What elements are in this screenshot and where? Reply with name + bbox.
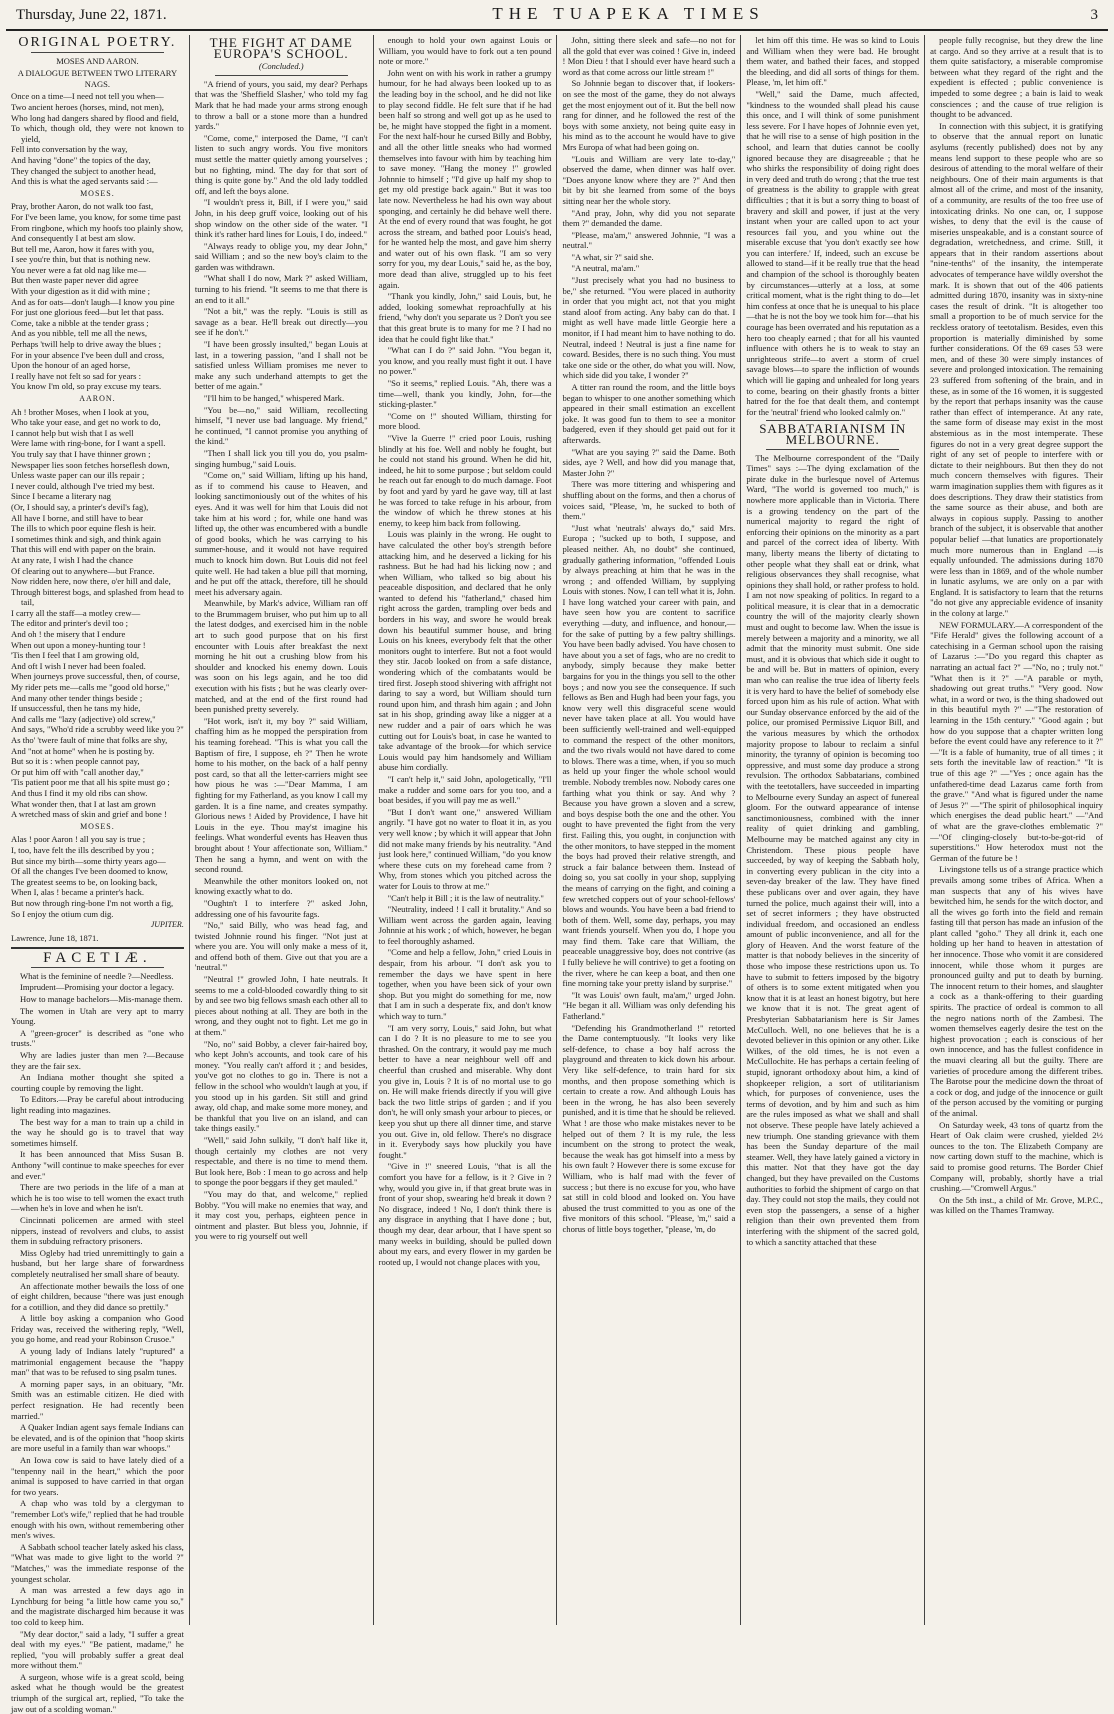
paragraph: "Vive la Guerre !" cried poor Louis, rushing blindly at his foe. Well and nobly he fought, but he could not stand his ground. When he did hit, indeed, he hit to some purpose ; but seldom could he reach out far enough to do much damage. Foot by foot and yard by yard he gave way, till at last he was forced to take refuge in his arbour, from the window of which he threw stones at his enemy, to keep him back from following. xyxy=(378,432,552,528)
paragraph: A man was arrested a few days ago in Lynchburg for being "a little how came you so," and the magistrate discharged him because it was too cold to keep him. xyxy=(11,1585,184,1627)
verse-line: Who long had dangers shared by flood and field, xyxy=(11,112,179,123)
paragraph: "Thank you kindly, John," said Louis, but, he added, looking somewhat reproachfully at his friend, "why don't you separate us ? Don't you see that this great brute is to many for me ? I had no idea that he could fight like that." xyxy=(378,291,552,344)
verse-line: For just one glorious feed—but let that pass. xyxy=(11,307,164,318)
poem-intro xyxy=(11,91,184,186)
verse-line: But so it is : when people cannot pay, xyxy=(11,756,140,767)
verse-line: That this will end with paper on the brain. xyxy=(11,544,156,555)
verse-line: 'Tis then I feel that I am growing old, xyxy=(11,650,139,661)
verse-line: Come, take a nibble at the tender grass ; xyxy=(11,317,149,328)
verse-line: And consequently I at best am slow. xyxy=(11,233,136,244)
verse-line: And as for oats—don't laugh—I know you pine xyxy=(11,296,175,307)
paragraph: "Can't help it Bill ; it is the law of neutrality." xyxy=(387,892,544,903)
paragraph: Louis was plainly in the wrong. He ought to have calculated the other boy's strength before attacking him, and he deserved a licking for his rashness. But he had had his licking now ; and when William, who talked so big about his peaceable disposition, and declared that he only wanted to defend his "fatherland," chased him right across the garden, trampling over beds and borders in his way, and swore he would break down his beautiful summer house, and bring Louis on his knees, everybody felt that the other monitors ought to interfere. But not a foot would they stir. Jacob looked on from a safe distance, wondering which of the combatants would be tired first. Joseph stood shivering with affright not daring to say a word, but William should turn round upon him, and thrash him again ; and John sat in his shop, grinding away like a nigger at a new rudder and a pair of oars which he was cutting out for Louis's boat, in case he wanted to take advantage of the brook—for which service Louis would pay him handsomely and William abuse him cordially. xyxy=(378,529,552,773)
divider xyxy=(31,52,164,53)
paragraph: How to manage bachelors—Mis-manage them. xyxy=(20,994,183,1005)
verse-line: Fell into conversation by the way, xyxy=(11,144,128,155)
paragraph: NEW FORMULARY.—A correspondent of the "Fife Herald" gives the following account of a catechising in a German school upon the raising of Lazarus :—"Do you regard this chapter as narrating an actual fact ?" —"No, no ; truly not." "What then is it ?" —"A parable or myth, shadowing out great truths." "Very good. Now what, in a word or two, is the thing shadowed out in this beautiful myth ?" —"The restoration of learning in the 15th century." "Good again ; but how do you suppose that a chapter written long before the event could have any reference to it ?" —"It is a fable of humanity, true of all times ; it sets forth the inevitable law of reaction." "It is true of this age ?" —"Yes ; once again has the unfathered-time dead Lazarus came forth from the grave." "And what is figured under the name of Jesus ?" —"The spirit of philosophical inquiry which energises the dead public heart." —"And of what are the grave-clothes emblematic ?" —"Of clinging-closely but-to-be-got-rid of superstitions." How heterodox must not the German of the future be ! xyxy=(930,619,1103,863)
verse-line: And calls me "lazy (adjective) old screw," xyxy=(11,713,156,724)
poem-subtitle: A DIALOGUE BETWEEN TWO LITERARY NAGS. xyxy=(17,68,178,89)
article-body xyxy=(746,35,919,417)
verse-line: With your digestion as it did with mine ; xyxy=(11,286,151,297)
article-heading: SABBATARIANISM IN MELBOURNE. xyxy=(759,421,907,447)
verse-line: For I've been lame, you know, for some time past xyxy=(11,211,181,222)
paragraph: "Please, ma'am," answered Johnnie, "I was a neutral." xyxy=(562,229,736,251)
verse-line: They changed the subject to another head, xyxy=(11,165,156,176)
poem-dateline: Lawrence, June 18, 1871. xyxy=(11,932,99,943)
verse-line: Of all the changes I've been doomed to know, xyxy=(11,866,168,877)
verse-line: To which, though old, they were not known to yield, xyxy=(11,123,184,144)
paragraph: A chap who was told by a clergyman to "remember Lot's wife," replied that he had trouble enough with his own, without remembering other men's wives. xyxy=(11,1498,184,1541)
article-heading: THE FIGHT AT DAME EUROPA'S SCHOOL. xyxy=(209,35,353,61)
paragraph: "Then I shall lick you till you do, you psalm-singing humbug," said Louis. xyxy=(194,447,368,469)
poem-stanza xyxy=(11,201,184,392)
verse-line: As tho' 'twere fault of mine that folks are shy, xyxy=(11,735,168,745)
paragraph: Miss Ogleby had tried unremittingly to gain a husband, but her large share of forwardness completely neutralised her small share of beauty. xyxy=(11,1247,184,1279)
verse-line: Now ridden here, now there, o'er hill and dale, xyxy=(11,576,171,587)
paragraph: "What shall I do now, Mark ?" asked William, turning to his friend. "It seems to me that there is an end to it all." xyxy=(194,273,368,305)
verse-line: Or put him off with "call another day," xyxy=(11,766,144,777)
verse-line: But then waste paper never did agree xyxy=(11,275,139,286)
newspaper-title: THE TUAPEKA TIMES xyxy=(492,4,765,23)
verse-line: When out upon a money-hunting tour ! xyxy=(11,639,146,650)
page-number: 3 xyxy=(1090,7,1098,23)
paragraph: people fully recognise, but they drew the line at cargo. And so they arrive at a result that is to them quite satisfactory, a miserable compromise between what they regard of the right and the expedient is effected ; public convenience is impeded to some degree ; a bain is laid to weak consciences ; and the cause of true religion is thought to be advanced. xyxy=(930,35,1103,120)
paragraph: "Hot work, isn't it, my boy ?" said William, chaffing him as he mopped the perspiration from his teaming forehead. "This is what you call the Baptism of fire, I suppose, eh ?" Then he wrote home to his mother, on the back of a half penny post card, so that all the letter-carriers might see how pious he was :—"Dear Mamma, I am fighting for my Fatherland, as you know I call my garden. It is a fine name, and creates sympathy. Glorious news ! Aided by Providence, I have hit Louis in the eye. Thou may'st imagine his feelings. What wonderful events has Heaven thus brought about ! Your affectionate son, William." Then he sang a hymn, and went on with the second round. xyxy=(194,715,368,875)
paragraph: The best way for a man to train up a child in the way he should go is to travel that way sometimes himself. xyxy=(11,1116,184,1148)
paragraph: An Indiana mother thought she spited a courting couple by removing the light. xyxy=(11,1072,184,1093)
paragraph: A little boy asking a companion who Good Friday was, received the withering reply, "Well, you go home, and read your Robinson Crusoe." xyxy=(11,1313,184,1345)
verse-line: I carry all the staff—a motley crew— xyxy=(11,607,141,618)
article-body xyxy=(379,35,552,1267)
paragraph: "Just what 'neutrals' always do," said Mrs. Europa ; "sucked up to both, I suppose, and pleased neither. Ah, no doubt" she continued, gradually gathering information, "offended Louis by always preaching at him that he was in the wrong ; and offended William, by supplying Louis with stones. Now, I can tell what it is, John. I have long watched your career with pain, and have seen how you are content to sacrifice everything —duty, and influence, and honour,—for the sake of putting by a few paltry shillings. You have been badly advised. You have chosen to have about you a set of fags, who are no credit to anybody, simply because they make better bargains for you in the things you sell to the other boys ; and now you see the consequence. If such fellows as Ben and Hugh had been your fags, you know very well this disgraceful scene would never have taken place at all. You would have been sufficiently well-trained and well-equipped to command the respect of the other monitors, and the two rivals would not have dared to come to blows. There was a time, when, if you so much as held up your finger the whole school would tremble. Nobody trembles now. Nobody cares one farthing what you think or say. And why ? Because you have grown a sloven and a screw, and boys despise both the one and the other. You ought to have prevented the fight from the very first. Failing this, you ought, in conjunction with the other monitors, to have stepped in the moment the boys had proved their relative strength, and struck a fair balance between them. Instead of doing so, you sat coolly in your shop, supplying the means of carrying on the fight, and coining a few wretched coppers out of your school-fellows' blows and wounds. You have been a bad friend to both of them. Well, some day, perhaps, you may want friends yourself. When you do, I hope you may find them. Take care that William, the peaceable unaggressive boy, does not contrive (as I fully believe he will contrive) to get a footing on the river, where he can keep a boat, and then one fine morning take your pretty island by surprise." xyxy=(562,522,736,989)
verse-line: Were lame with ring-bone, for I want a spell. xyxy=(11,438,166,449)
paragraph: A Sabbath school teacher lately asked his class, "What was made to give light to the world ?" "Matches," was the immediate response of the youngest scholar. xyxy=(11,1541,184,1584)
column-3 xyxy=(374,35,558,1625)
verse-line: Once on a time—I need not tell you when— xyxy=(11,91,164,102)
verse-line: If unsuccessful, then he tans my hide, xyxy=(11,703,141,714)
paragraph: On Saturday week, 43 tons of quartz from the Heart of Oak claim were crushed, yielded 2½ ounces to the ton. The Elizabeth Company are now carting down stuff to the machine, which is said to promise good returns. The Border Chief Company will, probably, shortly have a trial crushing.—"Cromwell Argus." xyxy=(930,1119,1103,1194)
verse-line: You know I'm old, so pray excuse my tears. xyxy=(11,381,162,392)
paragraph: Why are ladies juster than men ?—Because they are the fair sex. xyxy=(11,1050,184,1071)
paragraph: "Come on !" shouted William, thirsting for more blood. xyxy=(378,410,552,432)
verse-line: And having "done" the topics of the day, xyxy=(11,154,151,165)
paragraph: The Melbourne correspondent of the "Daily Times" says :—The dying exclamation of the pirate duke in the burlesque novel of Artemus Ward, "The world is governed too much," is nowhere more applicable than in Victoria. There is a growing tendency on the part of the numerical majority to regard the right of enforcing their opinions on the minority as a part and parcel of the correct idea of liberty. With many, liberty means the liberty of dictating to other people what they shall eat or drink, what religious observances they shall recognise, what opinions they shall hold, or rather profess to hold. I am not now speaking of politics. In regard to a political measure, it is clear that in a democratic country the will of the majority clearly shown must and ought to become law. When the issue is merely between a majority and a minority, we all admit that the minority must submit. One side must, and it is obvious that which side it ought to be and will be. But in matters of opinion, every man who can realise the true idea of liberty feels it is very hard to have the belief of somebody else forced upon him as his rule of action. What with our Sunday observance enforced by the aid of the police, our promised Permissive Liquor Bill, and the various measures by which the orthodox majority propose to labour to reclaim a sinful minority, the tyranny of opinion is becoming too oppressive, and must some day produce a strong revulsion. The orthodox Sabbatarians, combined with the teetotallers, have succeeded in imparting to Melbourne every Sunday an aspect of funereal gloom. For the outward appearance of intense sanctimoniousness, combined with the inner reality of quiet drinking and gambling, Melbourne may be matched against any city in Christendom. These pious people have succeeded, by way of keeping the Sabbath holy, in converting every publican in the city into a seven-day breaker of the law. They have fined these publicans over and over again, they have turned the police, much against their will, into a set of secret informers ; they have obstructed individual freedom, and occasioned an endless amount of public inconvenience, and all for the glory of Heaven. And the worst feature of the matter is that nobody believes in the sincerity of those who impose these restrictions upon us. To have to submit to fetters imposed by the bigotry of others is to some extent mitigated when you know that it is at least an honest bigotry, but here we know that it is not. The great agent of Presbyterian Sabbatarianism here is Sir James McCulloch. Well, no one believes that he is a devoted believer in this opinion or any other. Like Wilkes, of the old times, he is not even a McCullochite. He has perhaps a certain feeling of stupid, ignorant orthodoxy about him, a kind of shopkeeper religion, a sort of utilitarianism which, for purposes of convenience, uses the terms of devotion, and by him and such as him are the rules imposed as what we shall and shall not observe. These people have lately achieved a new triumph. One standing grievance with them has been the Sunday departure of the mail steamer. Well, they have lately gained a victory in this matter. Not that they have got the day changed, but they have prevailed on the Customs authorities to forbid the shipment of cargo on that day. They could not stop the mails, they could not even stop the passengers, a sense of a higher religion than their own prevented them from interfering with the shipment of the sacred gold, to which a sanctity attached that these xyxy=(746,452,920,1247)
paragraph: The women in Utah are very apt to marry Young. xyxy=(11,1005,184,1027)
paragraph: A surgeon, whose wife is a great scold, being asked what he though would be the greatest triumph of the surgical art, replied, "To take the jaw out of a scolding woman." xyxy=(11,1671,184,1714)
paragraph: "No," said Billy, who was head fag, and twisted Johnnie round his finger. "Not just at where you are. You will only make a mess of it, and offend both of them. Give out that you are a 'neutral.'" xyxy=(194,920,368,973)
paragraph: A morning paper says, in an obituary, "Mr. Smith was an estimable citizen. He died with perfect resignation. He had recently been married." xyxy=(11,1378,184,1421)
verse-line: Upon the honour of an aged horse, xyxy=(11,360,131,371)
poem-title: MOSES AND AARON. xyxy=(56,55,139,66)
paragraph: What is the feminine of needle ?—Needless. xyxy=(20,970,174,981)
paragraph: "But I don't want one," answered William angrily. "I have got no water to float it in, as you very well know ; by which it will appear that John did not make many friends by his neutrality. "And just look here," continued William, "do you know where these cuts on my forehead came from ? Why, from stones which you pitched across the water for Louis to throw at me." xyxy=(378,806,552,891)
paragraph: "It was Louis' own fault, ma'am," urged John. "He began it all. William was only defending his Fatherland." xyxy=(562,989,736,1022)
paragraph: "What are you saying ?" said the Dame. Both sides, aye ? Well, and how did you manage that, Master John ?" xyxy=(562,446,736,478)
speaker-label: AARON. xyxy=(79,394,116,403)
verse-line: And thus I find it my old ribs can show. xyxy=(11,787,148,798)
speaker-label: MOSES. xyxy=(80,188,115,198)
paragraph: A "green-grocer" is described as "one who trusts." xyxy=(11,1027,184,1049)
verse-line: And many other tender things beside ; xyxy=(11,692,143,703)
verse-line: I see you're thin, but that is nothing new. xyxy=(11,254,151,265)
article-body xyxy=(562,35,735,1235)
paragraph: "What can I do ?" said John. "You began it, you know, and you really must fight it out. I have no power." xyxy=(378,345,552,377)
paragraph: On the 5th inst., a child of Mr. Grove, M.P.C., was killed on the Thames Tramway. xyxy=(930,1194,1103,1216)
verse-line: When I, alas ! became a printer's hack. xyxy=(11,887,145,898)
paragraph: "I have been grossly insulted," began Louis at last, in a towering passion, "and I shall not be satisfied unless William promises me never to make any such underhand attempts to get the better of me again." xyxy=(194,339,368,392)
paragraph: There are two periods in the life of a man at which he is too wise to tell women the exact truth—when he's in love and when he isn't. xyxy=(11,1182,184,1214)
paragraph: "A neutral, ma'am." xyxy=(571,263,640,274)
article-subheading: (Concluded.) xyxy=(258,61,304,72)
paragraph: "Give in !" sneered Louis, "that is all the comfort you have for a fellow, is it ? Give in ? why, would you give in, if that great brute was in front of your shop, swearing he'd break it down ? No disgrace, indeed ! No, I don't think there is any disgrace in anything that I have done ; but, though my dear, dear arbour, that I have spent so many weeks in building, should be pulled down about my ears, and every flower in my garden be rooted up, I would not change places with you, xyxy=(378,1161,552,1267)
column-1 xyxy=(6,35,190,1714)
paragraph: "Just precisely what you had no business to be," she returned. "You were placed in authority in order that you might act, not that you might stand aloof from acting. Any baby can do that. I might as well have made little Georgie here a monitor, if I had meant him to have nothing to do. Neutral, indeed ! Neutral is just a fine name for coward. Besides, there is no such thing. You must take one side or the other, do what you will. Now, which side did you take, I wonder ?" xyxy=(562,275,736,381)
divider xyxy=(215,75,348,76)
column-4 xyxy=(557,35,741,1625)
paragraph: "So it seems," replied Louis. "Ah, there was a time—well, thank you kindly, John, for—the sticking-plaster." xyxy=(378,378,552,410)
article-body xyxy=(930,35,1103,1216)
verse-line: Newspaper lies soon fetches horseflesh down, xyxy=(11,459,170,470)
paragraph: "Always ready to oblige you, my dear John," said William ; and so the new boy's claim to the garden was withdrawn. xyxy=(194,240,368,272)
paragraph: "I can't help it," said John, apologetically, "I'll make a rudder and some oars for you too, and a boat besides, if you will pay me as well." xyxy=(378,773,552,806)
paragraph: "Neutral !" growled John, I hate neutrals. It seems to me a cold-blooded cowardly thing to sit by and see two big fellows smash each other all to pieces about nothing at all. They are both in the wrong, and they ought not to fight. Let me go in at them." xyxy=(194,974,368,1038)
verse-line: Unless waste paper can our ills repair ; xyxy=(11,470,145,481)
verse-line: All have I borne, and still have to bear xyxy=(11,512,143,523)
verse-line: Two ancient heroes (horses, mind, not men), xyxy=(11,101,164,112)
verse-line: When journeys prove successful, then, of course, xyxy=(11,671,180,682)
paragraph: "My dear doctor," said a lady, "I suffer a great deal with my eyes." "Be patient, madame," he replied, "you will probably suffer a great deal more without them." xyxy=(11,1628,184,1671)
paragraph: "Oughtn't I to interfere ?" asked John, addressing one of his favourite fags. xyxy=(194,897,368,919)
verse-line: My rider pets me—calls me "good old horse," xyxy=(11,682,170,693)
paragraph: "A friend of yours, you said, my dear? Perhaps that was the 'Sheffield Slasher,' who told my fag Mark that he had made your arms strong enough to throw a ball or a stone more than a hundred yards." xyxy=(194,78,368,132)
article-body xyxy=(195,79,368,1242)
paragraph: "Come, come," interposed the Dame, "I can't listen to such angry words. You five monitors must settle the matter quietly among yourselves ; but no fighting, mind. The day for that sort of thing is quite gone by." And the old lady toddled off, and left the boys alone. xyxy=(194,132,368,196)
paragraph: let him off this time. He was so kind to Louis and William when they were bad. He brought them water, and bathed their faces, and stopped the bleeding, and did all sorts of things for them. Please, 'm, let him off." xyxy=(746,35,920,88)
verse-line: But tell me, Aaron, how it fares with you, xyxy=(11,243,154,254)
verse-line: 'Tis patient poor me that all his spite must go ; xyxy=(11,777,170,788)
issue-date: Thursday, June 22, 1871. xyxy=(16,7,167,23)
verse-line: I, too, have felt the ills described by you ; xyxy=(11,844,154,855)
verse-line: The ills to which poor equine flesh is heir. xyxy=(11,523,156,534)
verse-line: (Or, I should say, a printer's devil's fag), xyxy=(11,501,149,512)
verse-line: For in your absence I've been dull and cross, xyxy=(11,349,165,360)
verse-line: Of clearing out to anywhere—but France. xyxy=(11,565,155,576)
paragraph: "Come and help a fellow, John," cried Louis in despair, from his arbour. "I don't ask you to remember the days we have spent in here together, when you have been sick of your own shop. But you might do something for me, now that I am in such a desperate fix, and don't know which way to turn." xyxy=(378,947,552,1022)
paragraph: Livingstone tells us of a strange practice which prevails among some tribes of Africa. When a man suspects that any of his wives have bewitched him, he sends for the witch doctor, and all the wives go forth into the field and remain fasting till that person has made an infusion of the plant called "goho." They all drink it, each one holding up her hand to heaven in attestation of her innocence. Those who vomit it are considered innocent, while those whom it purges are pronounced guilty and put to death by burning. The innocent return to their homes, and slaughter a cock as a thank-offering to their guarding spirits. The practice of ordeal is common to all the negro nations north of the Zambesi. The women themselves eagerly desire the test on the highest provocation ; each is conscious of her own innocence, and has the fullest confidence in the muavi clearing all but the guilty. There are varieties of procedure among the different tribes. The Barotse pour the medicine down the throat of a cock or dog, and judge of the innocence or guilt of the person accused by the vomiting or purging of the animal. xyxy=(930,864,1103,1118)
masthead xyxy=(6,4,1108,31)
verse-line: I sometimes think and sigh, and think again xyxy=(11,533,161,544)
poem-signature: JUPITER. xyxy=(150,920,184,930)
verse-line: And "not at home" when he is posting by. xyxy=(11,745,155,756)
verse-line: Perhaps 'twill help to drive away the blues ; xyxy=(11,339,161,350)
paragraph: A titter ran round the room, and the little boys began to whisper to one another something which appeared in their small estimation an excellent joke. It was good fun to them to see a monitor badgered, even if they should get paid out for it afterwards. xyxy=(562,382,736,445)
paragraph: It has been announced that Miss Susan B. Anthony "will continue to make speeches for ever and ever." xyxy=(11,1149,184,1181)
paragraph: "And pray, John, why did you not separate them ?" demanded the dame. xyxy=(562,207,736,229)
verse-line: The greatest seems to be, on looking back, xyxy=(11,876,158,887)
paragraph: enough to hold your own against Louis or William, you would have to fork out a ten pound note or more." xyxy=(378,35,552,67)
divider xyxy=(31,967,164,968)
paragraph: "You may do that, and welcome," replied Bobby. "You will make no enemies that way, and it may cost you, perhaps, eighteen pence in ointment and plaster. But bless you, Johnnie, if you were to rig yourself out well xyxy=(194,1188,368,1242)
verse-line: I cannot help but wish that I as well xyxy=(11,427,134,438)
paragraph: "A what, sir ?" said she. xyxy=(571,251,654,262)
verse-line: Alas ! poor Aaron ! all you say is true ; xyxy=(11,834,146,845)
verse-line: And as you nibble, tell me all the news, xyxy=(11,328,148,339)
verse-line: From ringbone, which my hoofs too plainly show, xyxy=(11,222,184,233)
verse-line: And oft I wish I never had been foaled. xyxy=(11,660,146,671)
verse-line: You truly say that I have thinner grown ; xyxy=(11,448,151,459)
verse-line: I never could, although I've tried my best. xyxy=(11,480,155,491)
paragraph: There was more tittering and whispering and shuffling about on the forms, and then a chorus of voices said, "Please, 'm, he sucked to both of them." xyxy=(562,479,736,522)
facetiae-body xyxy=(11,971,184,1714)
verse-line: Ah ! brother Moses, when I look at you, xyxy=(11,406,149,417)
verse-line: Who take your ease, and get no work to do, xyxy=(11,417,161,428)
paragraph: "I am very sorry, Louis," said John, but what can I do ? It is no pleasure to me to see you thrashed. On the contrary, it would pay me much better to have a near neighbour well off and cheerful than crushed and miserable. Why dont you give in, Louis ? It is of no mortal use to go on. He will make friends directly if you will give back the two little strips of garden ; and if you don't, he will only smash your arbour to pieces, or keep you shut up there all dinner time, and starve you out. Give in, old fellow. There's no disgrace in it. Everybody says how pluckily you have fought." xyxy=(378,1022,552,1160)
section-heading-poetry: ORIGINAL POETRY. xyxy=(18,35,177,50)
verse-line: And this is what the aged servants said :— xyxy=(11,176,158,187)
paragraph: "Defending his Grandmotherland !" retorted the Dame contemptuously. "It looks very like self-defence, to chase a boy half across the playground and threaten to kick down his arbour. Very like self-defence, to train hard for six months, and then propose something which is certain to create a row. And although Louis has been in the wrong, he has also been severely punished, and it is time that he should be relieved. What ! are those who make mistakes never to be helped out of them ? It is my rule, the less incumbent on the strong to protect the weak, because the weak has got himself into a mess by his own fault ? However there is some excuse for William, who is half mad with the fever of success ; but there is no excuse for you, who have sat still in cold blood and looked on. You have abused the trust committed to you as one of the five monitors of this school. "Please, 'm," said a chorus of little boys together, "please, 'm, do xyxy=(562,1022,736,1234)
verse-line: You never were a fat old nag like me— xyxy=(11,264,147,275)
paragraph: To Editors.—Pray be careful about introducing light reading into magazines. xyxy=(11,1094,184,1115)
verse-line: Pray, brother Aaron, do not walk too fast, xyxy=(11,201,154,212)
paragraph: Imprudent—Promising your doctor a legacy. xyxy=(20,982,174,993)
paragraph: John went on with his work in rather a grumpy humour, for he had always been looked up to as the leading boy in the school, and he did not like to play second fiddle. He felt sure that if he had been half so strong and well got up as he used to be, he might have stopped the fight in a moment. For the next half-hour he cursed Billy and Bobby, and all the other little sneaks who had wormed themselves into favour with him by teaching him to save money. "Hang the money !" growled Johnnie to himself ; "I'd give up half my shop to get my old prestige back again." But it was too late now. Nevertheless he had his own way about sponging, and certainly he did behave well there. At the end of every round that was fought, he got across the stream, and bathed poor Louis's head, for he wanted help the most, and gave him sherry and water out of his own flask. "I am so very sorry for you, my dear Louis," said he, as the boy, more dead than alive, struggled up to his feet again. xyxy=(378,67,552,290)
paragraph: An Iowa cow is said to have lately died of a "tenpenny nail in the heart," which the poor animal is supposed to have carried in that organ for two years. xyxy=(11,1455,184,1497)
columns xyxy=(6,35,1108,1714)
divider xyxy=(766,449,899,450)
paragraph: A young lady of Indians lately "ruptured" a matrimonial engagement because the "happy man" that was to be refused to sing psalm tunes. xyxy=(11,1346,184,1378)
paragraph: In connection with this subject, it is gratifying to observe that the annual report on lunatic asylums (recently published) does not by any means lend support to these people who are so desirous of attending to the moral welfare of their neighbours. One of their main arguments is that almost all of the crime, and most of the insanity, of a community, are results of the too free use of intoxicating drinks. No one can, or, I suppose wishes, to deny that the evil is the cause of miseries unspeakable, and is a constant source of degradation, wretchedness, and crime. Still, it appears that in their random assertions about "nine-tenths" of the insanity, the intemperate advocates of temperance have wildly overshot the mark. It is shown that out of the 406 patients admitted during 1870, insanity was in sixty-nine cases the result of drink. "It is altogether too small a proportion to be of much service for the reckless oratory of teetotalism. Besides, even this proportion is materially diminished by some further considerations. Of the 69 cases 53 were men, and of these 30 were simply instances of severe and prolonged intoxication. The remaining 23 suffered from softening of the brain, and in these, as in some of the 16 women, it is suggested by the report that perhaps insanity was the cause rather than effect of intemperance. At any rate, the same form of disease may exist in the most abstemious as in the most intemperate. These figures do not in a very great degree support the right of any set of people to interfere with or dictate to their neighbours. But then they do not much concern themselves with figures. Their warm imagination supplies them with figures as it does descriptions. They draw their statistics from the same source as their abuse, and both are always in copious supply. Passing to another branch of the subject, it is observable that another popular belief —that lunatics are proportionately much more numerous than in England —is equally unfounded. The admissions during 1870 were less than in 1869, and of the whole number in lunatic asylums, we are only on a par with England. It is satisfactory to learn that the returns "do not give any appreciable evidence of insanity in the colony at large." xyxy=(930,120,1103,619)
section-heading-facetiae: FACETIÆ. xyxy=(43,950,152,967)
poem-stanza xyxy=(11,834,184,919)
verse-line: I really have not felt so sad for years : xyxy=(11,370,142,381)
verse-line: At any rate, I wish I had the chance xyxy=(11,554,133,565)
paragraph: John, sitting there sleek and safe—no not for all the gold that ever was coined ! Give in, indeed ! Mon Dieu ! that I should ever have heard such a word as that come across our little stream !" xyxy=(562,35,736,77)
verse-line: But now through ring-bone I'm not worth a fig, xyxy=(11,897,174,908)
verse-line: What wonder then, that I at last am grown xyxy=(11,798,156,809)
paragraph: An affectionate mother bewails the loss of one of eight children, because "there was just enough for a cotillion, and they did dance so prettily." xyxy=(11,1280,184,1312)
paragraph: "Not a bit," was the reply. "Louis is still as savage as a bear. He'll break out directly—you see if he don't." xyxy=(194,306,368,338)
paragraph: "Neutrality, indeed ! I call it brutality." And so William went across the garden again, leaving Johnnie at his work ; of which, however, he began to feel thoroughly ashamed. xyxy=(378,904,552,946)
column-5 xyxy=(741,35,925,1625)
poem-stanza xyxy=(11,407,184,820)
article-body xyxy=(746,453,919,1248)
verse-line: The editor and printer's devil too ; xyxy=(11,618,129,629)
paragraph: Meanwhile the other monitors looked on, not knowing exactly what to do. xyxy=(194,875,368,897)
paragraph: "Louis and William are very late to-day," observed the dame, when dinner was half over. "Does anyone know where they are ?" And then bit by bit she learned from some of the boys sitting near her the whole story. xyxy=(562,153,736,206)
column-2 xyxy=(190,35,374,1625)
paragraph: A Quaker Indian agent says female Indians can be elevated, and is of the opinion that "hoop skirts are more useful in a family than war whoops." xyxy=(11,1422,184,1454)
paragraph: "No, no" said Bobby, a clever fair-haired boy, who kept John's accounts, and took care of his money. "You really can't afford it ; and besides, you've got no clothes to go in. There is not a fellow in the school who wouldn't laugh at you, if you stood up in his garden. Sit still and grind away, old chap, and make some more money, and be thankful that you live on an island, and can take things easily." xyxy=(194,1038,368,1134)
verse-line: Through bitterest bogs, and splashed from head to tail, xyxy=(11,586,184,608)
verse-line: Since I became a literary nag xyxy=(11,491,111,502)
verse-line: So I enjoy the otium cum dig. xyxy=(11,908,114,919)
verse-line: And oh ! the misery that I endure xyxy=(11,629,126,640)
paragraph: "I wouldn't press it, Bill, if I were you," said John, in his deep gruff voice, looking out of his shop window on the other side of the water. "I think it's rather hard lines for Louis, I do, indeed." xyxy=(194,197,368,240)
paragraph: "Well," said John sulkily, "I don't half like it, though certainly my clothes are not very respectable, and there is no time to mend them. But look here, Bob : I mean to go across and help to sponge the poor beggars if they get mauled." xyxy=(194,1134,368,1188)
paragraph: "You be—no," said William, recollecting himself, "I never use bad language. My friend," he continued, "I cannot promise you anything of the kind." xyxy=(194,404,368,447)
verse-line: And says, "Who'd ride a scrubby weed like you ?" xyxy=(11,724,184,735)
verse-line: A wretched mass of skin and grief and bone ! xyxy=(11,809,167,820)
verse-line: But since my birth—some thirty years ago— xyxy=(11,855,166,866)
speaker-label: MOSES. xyxy=(80,821,115,831)
divider xyxy=(11,947,184,949)
paragraph: "Come on," said William, lifting up his hand, as if to commend his cause to Heaven, and looking sanctimoniously out of the whites of his eyes. And it was well for him that Louis did not take him at his word ; for, while one hand was lifted up, the other was encumbered with a bundle of good books, which he was carrying to his summer-house, and it would not have required much to knock him down. But Louis did not feel quite well. He had taken a blue pill that morning, and he put off the attack, therefore, till he should meet his adversary again. xyxy=(194,470,368,597)
paragraph: Meanwhile, by Mark's advice, William ran off to the Brummagem bruiser, who put him up to all the latest dodges, and exercised him in the noble art to such good purpose that on his first encounter with Louis after breakfast the next morning he hit out a crushing blow from his shoulder and knocked his enemy down. Louis was soon on his legs again, and he too did execution with his fists ; but he was clearly over-matched, and at the end of the first round had been punished pretty severely. xyxy=(194,598,368,715)
paragraph: Cincinnati policemen are armed with steel nippers, instead of revolvers and clubs, to assist them in subduing refractory prisoners. xyxy=(11,1214,184,1247)
paragraph: So Johnnie began to discover that, if lookers-on see the most of the game, they do not always get the most enjoyment out of it. But the bell now rang for dinner, and he followed the rest of the boys with some anxiety, not being quite easy in his mind as to the account he would have to give Mrs Europa of what had been going on. xyxy=(562,78,736,152)
paragraph: "I'll him to be hanged," whispered Mark. xyxy=(203,393,345,403)
paragraph: "Well," said the Dame, much affected, "kindness to the wounded shall plead his cause this once, and I will think of some punishment less severe. For I have hopes of Johnnie even yet, that he will rise to a sense of high position in the school, and learn that duties cannot be coolly ignored because they are disagreeable ; that he who shirks the responsibility of doing right does in very deed and truth do wrong ; that the true test of greatness is the ability to grapple with great difficulties ; that it is but a sorry thing to boast of bravery and skill and power, if just at the very instant when your are called upon to act your resources fail you, and you whine out the miserable excuse that 'you don't exactly see how you can interfere.' If, indeed, such an excuse be allowed to stand—if it be really true that the head and champion of the school is thoroughly beaten by circumstances—utterly at a loss, at some critical moment, what is the right thing to do—let him confess at once that he is unequal to his place—that he is not the boy we took him for—that his courage has been overrated and his reputation as a hero too cheaply earned ; that for all his vaunted influence with others he is to weak to stay an unrighteous strife—to avert a storm of cruel savage blows—to spare the infliction of wounds which will lie gaping and unhealed for long years to come, bearing on their ghastly fronts a bitter hatred for the foe that dealt them, and contempt for the 'neutral' friend who looked calmly on." xyxy=(746,88,920,417)
column-6 xyxy=(925,35,1108,1625)
